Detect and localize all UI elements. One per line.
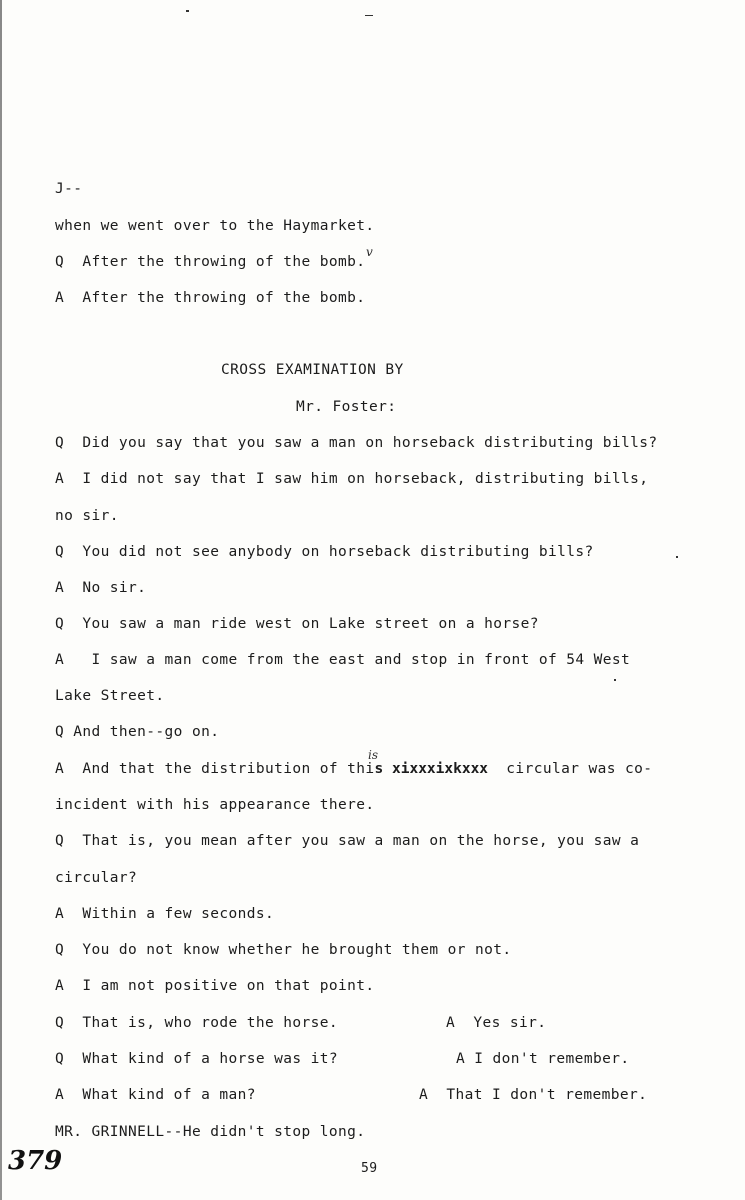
examiner-name: Mr. Foster: xyxy=(296,399,397,415)
testimony-line: Q What kind of a horse was it? xyxy=(55,1051,339,1067)
ink-speck xyxy=(365,15,373,16)
testimony-line: A What kind of a man? xyxy=(55,1087,256,1103)
section-heading: CROSS EXAMINATION BY xyxy=(221,362,404,378)
testimony-line: A After the throwing of the bomb. xyxy=(55,290,366,306)
struck-over-text: s xixxxixkxxx xyxy=(374,761,489,777)
ink-speck xyxy=(676,556,678,558)
testimony-line: Q You did not see anybody on horseback distributing bills? xyxy=(55,544,594,560)
page-binding-edge xyxy=(0,0,2,1200)
testimony-line: no sir. xyxy=(55,508,119,524)
interlinear-insert: is xyxy=(368,748,378,762)
testimony-line: Q You do not know whether he brought them or not. xyxy=(55,942,512,958)
testimony-line: A I did not say that I saw him on horseback, distributing bills, xyxy=(55,471,649,487)
line-segment: circular was co- xyxy=(488,761,653,777)
testimony-line: circular? xyxy=(55,870,138,886)
testimony-line: A I am not positive on that point. xyxy=(55,978,375,994)
testimony-line: Q That is, who rode the horse. xyxy=(55,1015,339,1031)
testimony-answer: A That I don't remember. xyxy=(419,1087,648,1103)
testimony-answer: A Yes sir. xyxy=(446,1015,547,1031)
testimony-line: A I saw a man come from the east and stop in front of 54 West xyxy=(55,652,631,668)
testimony-line: Q Did you say that you saw a man on horseback distributing bills? xyxy=(55,435,658,451)
testimony-line: incident with his appearance there. xyxy=(55,797,375,813)
testimony-line: Lake Street. xyxy=(55,688,165,704)
tick-mark: v xyxy=(366,245,373,259)
speaker-marker: J-- xyxy=(55,181,83,197)
page-number: 59 xyxy=(361,1161,378,1176)
ink-speck xyxy=(186,10,189,12)
testimony-answer: A I don't remember. xyxy=(456,1051,630,1067)
handwritten-margin-number: 379 xyxy=(8,1146,63,1176)
testimony-line: Q That is, you mean after you saw a man on the horse, you saw a xyxy=(55,833,640,849)
testimony-line-with-correction xyxy=(55,760,652,778)
testimony-line: Q And then--go on. xyxy=(55,724,220,740)
testimony-line: when we went over to the Haymarket. xyxy=(55,218,375,234)
testimony-line: Q After the throwing of the bomb. xyxy=(55,254,366,270)
testimony-line: A No sir. xyxy=(55,580,147,596)
testimony-line: A Within a few seconds. xyxy=(55,906,275,922)
testimony-line: Q You saw a man ride west on Lake street on a horse? xyxy=(55,616,539,632)
testimony-line: MR. GRINNELL--He didn't stop long. xyxy=(55,1124,366,1140)
line-segment: A And that the distribution of thi xyxy=(55,761,375,777)
ink-speck xyxy=(614,679,616,681)
